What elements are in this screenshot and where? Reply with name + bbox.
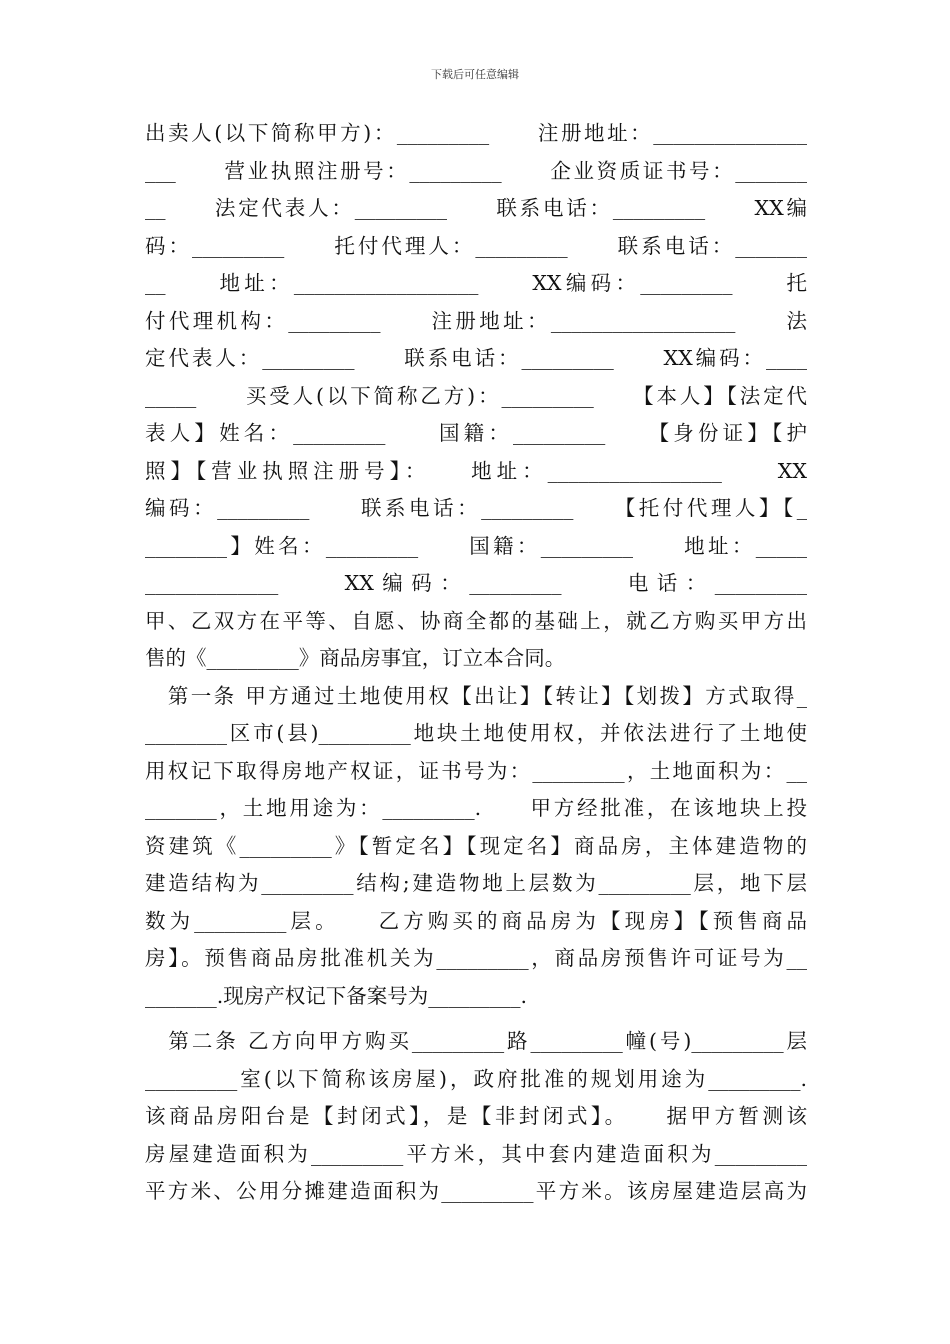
- text-line: 资建筑《_________》【暂定名】【现定名】商品房，主体建造物的: [145, 833, 807, 858]
- text-line: _______，土地用途为：_________. 甲方经批准，在该地块上投: [145, 796, 807, 820]
- text-line: _____________ XX编码：_________ 电话：_________: [145, 571, 807, 595]
- text-line: 售的《_________》商品房事宜，订立本合同。: [145, 646, 566, 670]
- text-line: 数为_________层。 乙方购买的商品房为【现房】【预售商品: [145, 908, 807, 933]
- text-line: ________区市(县)_________地块土地使用权，并依法进行了土地使: [145, 721, 807, 745]
- text-line: 编码：_________ 联系电话：_________ 【托付代理人】【_: [145, 496, 807, 520]
- text-line: ___ 营业执照注册号：_________ 企业资质证书号：_______: [145, 158, 807, 183]
- text-line: _____ 买受人(以下简称乙方)：_________ 【本人】【法定代: [145, 383, 807, 408]
- text-line: 出卖人(以下简称甲方)：_________ 注册地址：_______________: [145, 121, 807, 145]
- page-header: 下载后可任意编辑: [431, 68, 519, 81]
- article-2: [145, 1023, 807, 1211]
- text-line: 房】。预售商品房批准机关为_________，商品房预售许可证号为__: [145, 946, 807, 970]
- document-body: [145, 115, 807, 1211]
- text-line: 码：_________ 托付代理人：_________ 联系电话：_______: [145, 233, 807, 258]
- text-line: 用权记下取得房地产权证，证书号为：_________，土地面积为：__: [145, 758, 807, 783]
- text-line: _________室(以下简称该房屋)，政府批准的规划用途为_________.: [145, 1066, 807, 1091]
- contract-parties-section: [145, 115, 807, 678]
- text-line: 建造结构为_________结构;建造物地上层数为_________层，地下层: [145, 871, 807, 895]
- text-line: __ 法定代表人：_________ 联系电话：_________ XX编: [145, 196, 807, 220]
- text-line: 付代理机构：_________ 注册地址：__________________ 法: [145, 308, 807, 333]
- text-line: 该商品房阳台是【封闭式】，是【非封闭式】。 据甲方暂测该: [145, 1104, 807, 1128]
- text-line: 第一条 甲方通过土地使用权【出让】【转让】【划拨】方式取得_: [145, 683, 807, 708]
- article-1: [145, 678, 807, 1016]
- text-line: _______.现房产权记下备案号为_________.: [145, 983, 528, 1008]
- text-line: 表人】姓名：_________ 国籍：_________ 【身份证】【护: [145, 421, 807, 445]
- text-line: ________】姓名：_________ 国籍：_________ 地址：_____: [145, 533, 807, 558]
- text-line: 平方米、公用分摊建造面积为_________平方米。该房屋建造层高为: [145, 1179, 807, 1203]
- text-line: 定代表人：_________ 联系电话：_________ XX编码：____: [145, 346, 807, 370]
- text-line: 照】【营业执照注册号】： 地址：_________________ XX: [145, 458, 807, 483]
- text-line: __ 地址：__________________ XX编码：_________ 托: [145, 271, 807, 295]
- text-line: 甲、乙双方在平等、自愿、协商全都的基础上，就乙方购买甲方出: [145, 608, 807, 633]
- text-line: 房屋建造面积为_________平方米，其中套内建造面积为_________: [145, 1141, 807, 1166]
- paragraph-gap: [145, 1015, 807, 1023]
- text-line: 第二条 乙方向甲方购买_________路_________幢(号)_________层: [145, 1029, 807, 1053]
